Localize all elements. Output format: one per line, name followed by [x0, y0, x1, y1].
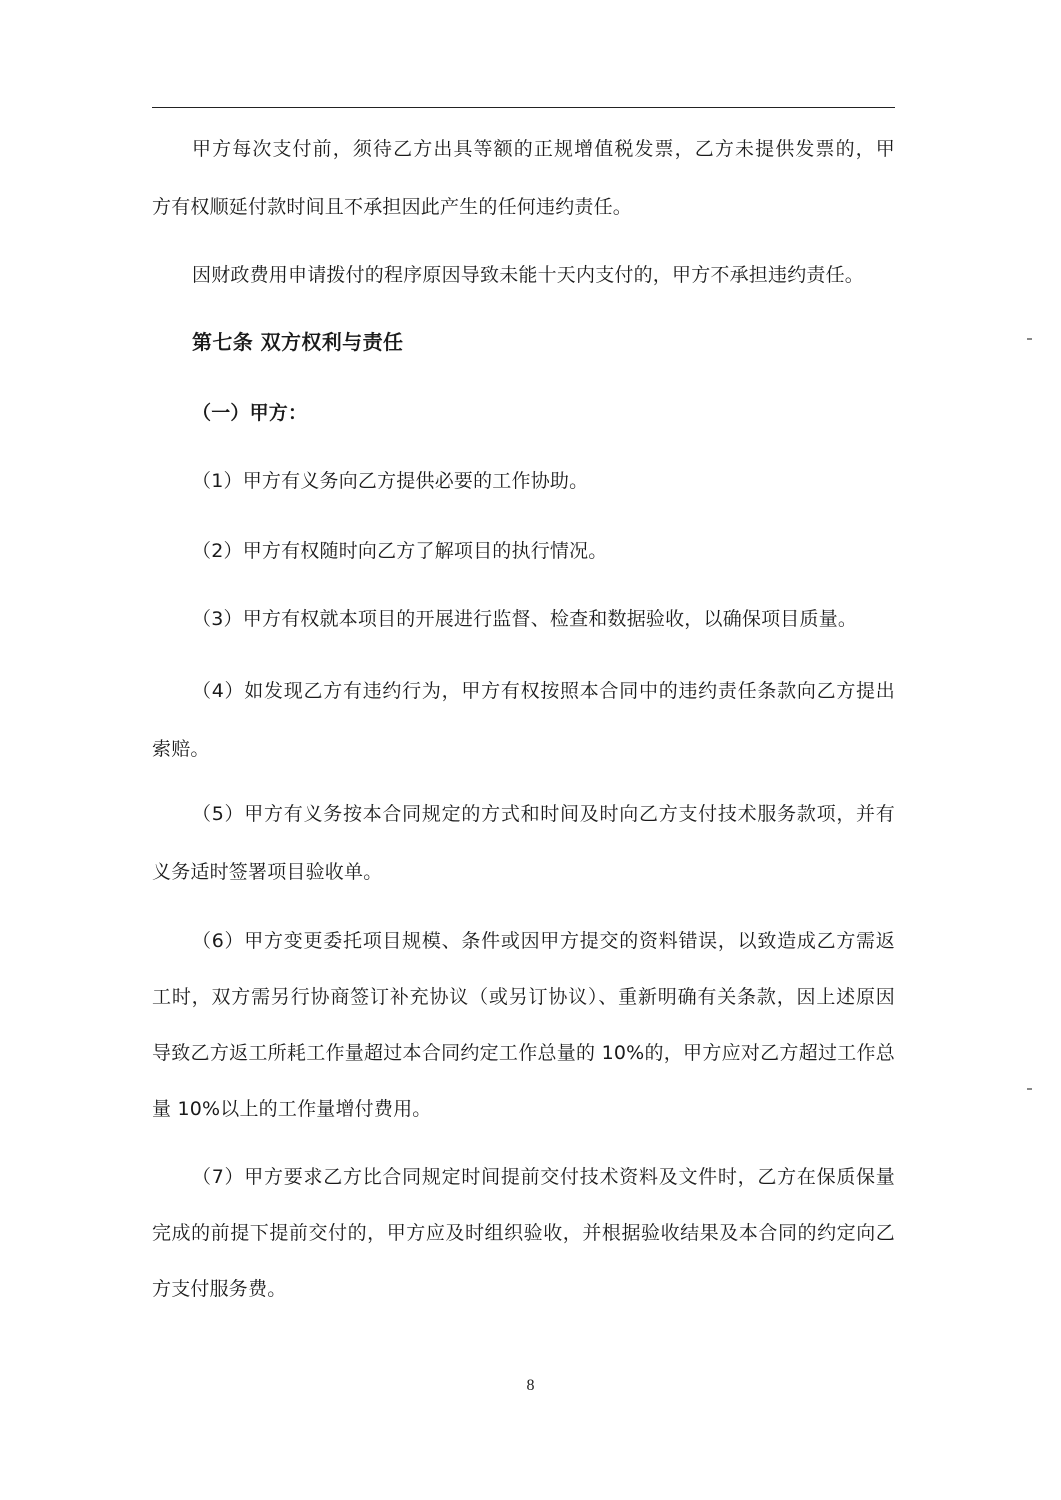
item-3-line-1: （3）甲方有权就本项目的开展进行监督、检查和数据验收，以确保项目质量。 — [192, 608, 858, 630]
paragraph-1-line-1: 甲方每次支付前，须待乙方出具等额的正规增值税发票，乙方未提供发票的，甲 — [192, 138, 895, 160]
paragraph-1-line-2: 方有权顺延付款时间且不承担因此产生的任何违约责任。 — [152, 196, 633, 218]
item-7-line-1: （7）甲方要求乙方比合同规定时间提前交付技术资料及文件时，乙方在保质保量 — [192, 1166, 895, 1188]
item-7-line-2: 完成的前提下提前交付的，甲方应及时组织验收，并根据验收结果及本合同的约定向乙 — [152, 1222, 895, 1244]
item-2-line-1: （2）甲方有权随时向乙方了解项目的执行情况。 — [192, 540, 608, 562]
article-heading: 第七条 双方权利与责任 — [192, 330, 404, 354]
section-heading: （一）甲方： — [192, 402, 308, 424]
item-5-line-1: （5）甲方有义务按本合同规定的方式和时间及时向乙方支付技术服务款项，并有 — [192, 803, 895, 825]
paragraph-2-line-1: 因财政费用申请拨付的程序原因导致未能十天内支付的，甲方不承担违约责任。 — [192, 264, 865, 286]
item-4-line-1: （4）如发现乙方有违约行为，甲方有权按照本合同中的违约责任条款向乙方提出 — [192, 680, 895, 702]
item-4-line-2: 索赔。 — [152, 738, 210, 760]
item-1-line-1: （1）甲方有义务向乙方提供必要的工作协助。 — [192, 470, 589, 492]
page-number: 8 — [526, 1377, 535, 1394]
item-6-line-2: 工时，双方需另行协商签订补充协议（或另订协议）、重新明确有关条款，因上述原因 — [152, 986, 895, 1008]
header-rule — [152, 107, 895, 108]
item-6-line-4: 量 10%以上的工作量增付费用。 — [152, 1098, 432, 1120]
item-6-line-3: 导致乙方返工所耗工作量超过本合同约定工作总量的 10%的，甲方应对乙方超过工作总 — [152, 1042, 895, 1064]
scan-mark — [1027, 338, 1032, 340]
scan-mark — [1027, 1088, 1032, 1090]
item-7-line-3: 方支付服务费。 — [152, 1278, 287, 1300]
item-6-line-1: （6）甲方变更委托项目规模、条件或因甲方提交的资料错误，以致造成乙方需返 — [192, 930, 895, 952]
item-5-line-2: 义务适时签署项目验收单。 — [152, 861, 383, 883]
